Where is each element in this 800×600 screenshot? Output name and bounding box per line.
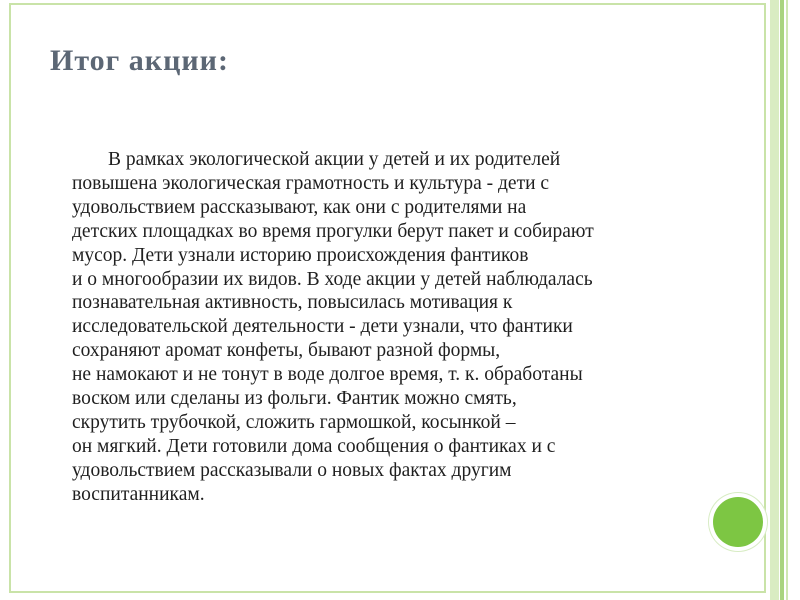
body-line: он мягкий. Дети готовили дома сообщения о фантиках и с [72, 435, 556, 457]
decorative-stripe-light [770, 0, 779, 600]
body-line: познавательная активность, повысилась мотивация к [72, 292, 513, 314]
body-line: повышена экологическая грамотность и культура - дети с [72, 172, 550, 194]
body-line: В рамках экологической акции у детей и их родителей [108, 149, 561, 170]
decorative-stripe-thin [786, 0, 788, 600]
body-line: сохраняют аромат конфеты, бывают разной формы, [72, 340, 501, 362]
body-line: не намокают и не тонут в воде долгое время, т. к. обработаны [72, 364, 583, 386]
slide-body-text [72, 148, 712, 507]
body-line: удовольствием рассказывают, как они с родителями на [72, 196, 527, 218]
body-line: мусор. Дети узнали историю происхождения фантиков [72, 244, 529, 266]
body-line: исследовательской деятельности - дети узнали, что фантики [72, 316, 573, 338]
body-line: детских площадках во время прогулки берут пакет и собирают [72, 220, 594, 242]
decorative-stripe-medium [780, 0, 784, 600]
slide-title: Итог акции: [50, 44, 229, 77]
body-line: скрутить трубочкой, сложить гармошкой, косынкой – [72, 411, 516, 433]
body-line: воспитанникам. [72, 483, 205, 505]
green-circle-decoration [713, 497, 763, 547]
body-line: воском или сделаны из фольги. Фантик можно смять, [72, 388, 517, 410]
body-line: и о многообразии их видов. В ходе акции у детей наблюдалась [72, 268, 593, 290]
body-line: удовольствием рассказывали о новых фактах другим [72, 459, 512, 481]
